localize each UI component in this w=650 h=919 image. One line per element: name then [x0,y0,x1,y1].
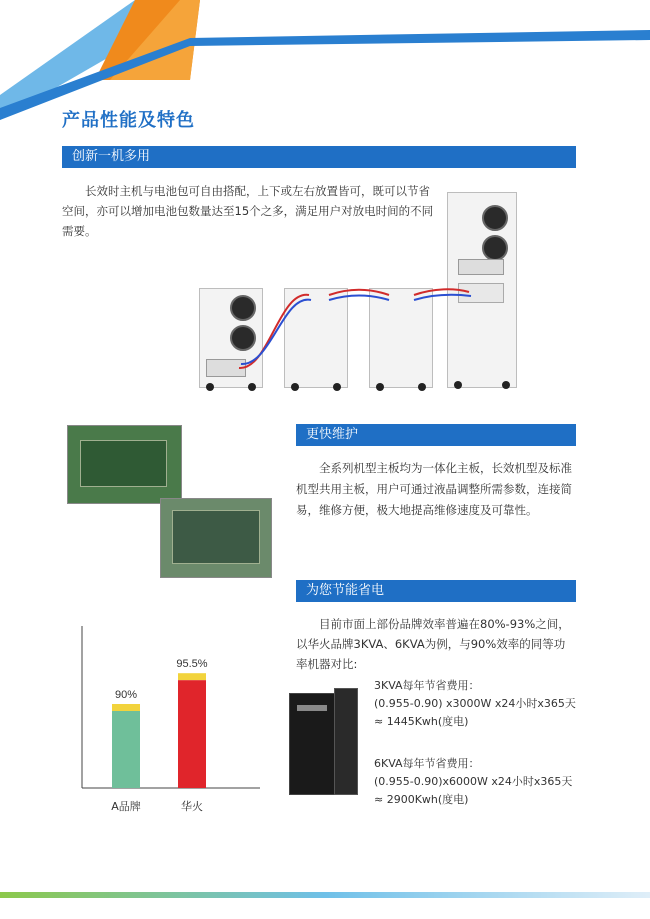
header-decoration [0,0,650,120]
feature-heading-maintenance: 更快维护 [296,424,576,446]
savings-6kva-title: 6KVA每年节省费用： [374,757,480,770]
bar-cap-0 [112,704,140,711]
feature-text-energy: 目前市面上部份品牌效率普遍在80%-93%之间，以华火品牌3KVA、6KVA为例，与90%效率的同等功率机器对比: [296,617,570,671]
category-label-1: 华火 [181,800,203,813]
section-title: 产品性能及特色 [62,110,195,131]
category-label-0: A品牌 [111,800,141,813]
feature-heading-energy: 为您节能省电 [296,580,576,602]
feature-text-maintenance: 全系列机型主板均为一体化主板，长效机型及标准机型共用主板，用户可通过液晶调整所需参数，连接简易，维修方便，极大地提高维修速度及可靠性。 [296,461,572,517]
savings-6kva-formula: (0.955-0.90)x6000W x24小时x365天 [374,775,573,788]
savings-3kva-formula: (0.955-0.90) x3000W x24小时x365天 [374,697,576,710]
data-label-0: 90% [114,689,138,701]
data-label-1: 95.5% [176,658,208,671]
savings-3kva [374,677,576,731]
bar-cap-1 [178,673,206,680]
footer-stripe [0,892,650,898]
bar-1 [178,680,206,788]
cable-lines [199,280,519,390]
efficiency-bar-chart [70,622,270,822]
savings-6kva-result: ≈ 2900Kwh(度电) [374,793,469,806]
savings-6kva [374,755,572,809]
feature-text-versatile: 长效时主机与电池包可自由搭配，上下或左右放置皆可，既可以节省空间，亦可以增加电池包数量达至15个之多，满足用户对放电时间的不同需要。 [62,184,434,238]
savings-3kva-title: 3KVA每年节省费用： [374,679,480,692]
savings-3kva-result: ≈ 1445Kwh(度电) [374,715,469,728]
feature-heading-versatile: 创新一机多用 [62,146,576,168]
bar-0 [112,711,140,788]
